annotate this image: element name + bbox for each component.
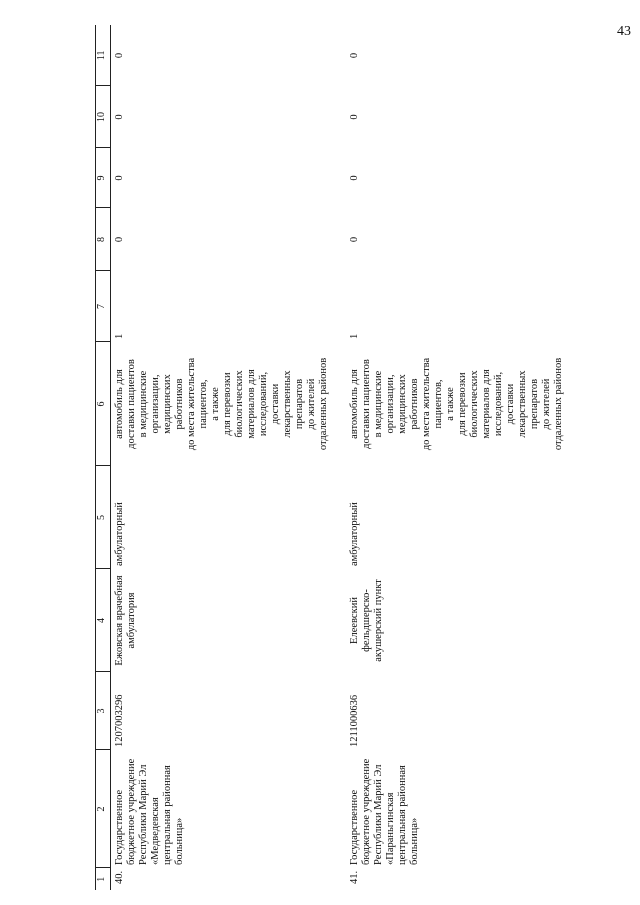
type-cell: амбулаторный xyxy=(349,502,360,566)
cell-line: Республики Марий Эл xyxy=(373,764,384,865)
rotated-table-container xyxy=(95,25,635,890)
cell-line: а также xyxy=(210,387,221,421)
code-cell: 1207003296 xyxy=(114,694,125,747)
column-header: 10 xyxy=(96,86,111,148)
value-cell: 0 xyxy=(114,114,125,120)
value-cell: 0 xyxy=(349,236,360,243)
cell-line: в медицинские xyxy=(373,370,384,438)
cell-line: до места жительства xyxy=(421,357,432,451)
vehicle-table xyxy=(95,25,581,890)
cell-line: амбулатория xyxy=(126,592,137,649)
cell-line: фельдшерско- xyxy=(361,589,372,652)
value-cell: 0 xyxy=(114,52,125,59)
row-number: 41. xyxy=(349,870,360,884)
cell-line: лекарственных xyxy=(282,370,293,438)
column-header: 6 xyxy=(96,342,111,466)
cell-line: организации, xyxy=(385,374,396,434)
facility-cell xyxy=(346,569,581,672)
column-header: 7 xyxy=(96,271,111,342)
column-number-row xyxy=(96,25,111,890)
cell-line: Елеевский xyxy=(349,597,360,644)
cell-line: препаратов xyxy=(294,378,305,430)
cell-line: материалов для xyxy=(246,369,257,439)
cell-line: материалов для xyxy=(481,369,492,439)
cell-line: в медицинские xyxy=(138,370,149,438)
cell-line: отдаленных районов xyxy=(318,357,329,451)
cell-line: работников xyxy=(409,378,420,430)
organization-cell xyxy=(111,750,347,868)
facility-cell xyxy=(111,569,347,672)
cell-line: автомобиль для xyxy=(349,369,360,439)
value-cell: 1 xyxy=(114,333,125,339)
value-cell: 0 xyxy=(349,114,360,120)
cell-line: доставки xyxy=(270,383,281,425)
type-cell: амбулаторный xyxy=(114,502,125,566)
cell-line: исследований, xyxy=(258,371,269,437)
cell-line: центральная районная xyxy=(397,765,408,865)
cell-line: биологических xyxy=(469,370,480,438)
purpose-cell xyxy=(346,342,581,466)
purpose-cell xyxy=(111,342,347,466)
cell-line: доставки пациентов xyxy=(126,359,137,449)
cell-line: больница» xyxy=(409,817,420,865)
table-row xyxy=(346,25,581,890)
cell-line: акушерский пункт xyxy=(373,579,384,662)
column-header: 5 xyxy=(96,466,111,569)
column-header: 8 xyxy=(96,208,111,271)
cell-line: медицинских xyxy=(397,374,408,434)
cell-line: а также xyxy=(445,387,456,421)
cell-line: Ежовская врачебная xyxy=(114,575,125,666)
column-header: 11 xyxy=(96,25,111,86)
cell-line: пациентов, xyxy=(433,379,444,429)
cell-line: для перевозки xyxy=(222,372,233,436)
cell-line: центральная районная xyxy=(162,765,173,865)
column-header: 9 xyxy=(96,148,111,208)
cell-line: автомобиль для xyxy=(114,369,125,439)
cell-line: для перевозки xyxy=(457,372,468,436)
cell-line: препаратов xyxy=(529,378,540,430)
cell-line: Государственное бюджетное учреждение xyxy=(114,758,137,865)
cell-line: «Параньгинская xyxy=(385,792,396,865)
cell-line: больница» xyxy=(174,817,185,865)
cell-line: до жителей xyxy=(306,378,317,430)
cell-line: отдаленных районов xyxy=(553,357,564,451)
column-header: 4 xyxy=(96,569,111,672)
column-header: 2 xyxy=(96,750,111,868)
value-cell: 1 xyxy=(349,333,360,339)
organization-cell xyxy=(346,750,581,868)
cell-line: доставки пациентов xyxy=(361,359,372,449)
row-number: 40. xyxy=(114,870,125,884)
cell-line: до места жительства xyxy=(186,357,197,451)
cell-line: биологических xyxy=(234,370,245,438)
cell-line: организации, xyxy=(150,374,161,434)
value-cell: 0 xyxy=(114,175,125,181)
value-cell: 0 xyxy=(114,236,125,243)
code-cell: 1211000636 xyxy=(349,694,360,747)
value-cell: 0 xyxy=(349,175,360,181)
cell-line: лекарственных xyxy=(517,370,528,438)
cell-line: Республики Марий Эл xyxy=(138,764,149,865)
page-number: 43 xyxy=(617,24,631,39)
cell-line: медицинских xyxy=(162,374,173,434)
table-row xyxy=(111,25,347,890)
cell-line: до жителей xyxy=(541,378,552,430)
cell-line: пациентов, xyxy=(198,379,209,429)
value-cell: 0 xyxy=(349,52,360,59)
column-header: 3 xyxy=(96,672,111,750)
cell-line: Государственное бюджетное учреждение xyxy=(349,758,372,865)
cell-line: работников xyxy=(174,378,185,430)
cell-line: исследований, xyxy=(493,371,504,437)
cell-line: доставки xyxy=(505,383,516,425)
cell-line: «Медведевская xyxy=(150,797,161,865)
column-header: 1 xyxy=(96,868,111,890)
